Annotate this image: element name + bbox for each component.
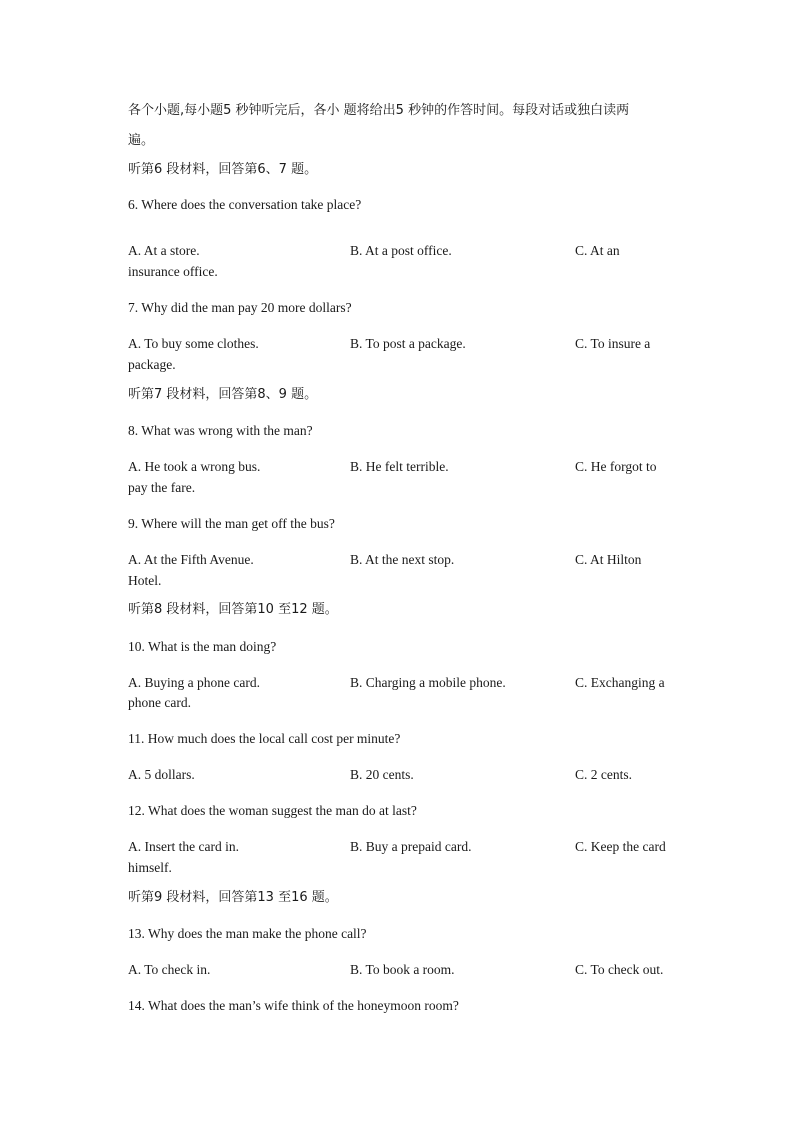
option-c: C. At Hilton	[575, 552, 642, 567]
option-c: C. 2 cents.	[575, 767, 632, 782]
option-a: A. At the Fifth Avenue.	[128, 552, 254, 567]
question-text: 13. Why does the man make the phone call?	[128, 926, 367, 941]
option-c: C. To check out.	[575, 962, 664, 977]
option-b: B. At a post office.	[350, 243, 452, 258]
option-a: A. He took a wrong bus.	[128, 459, 261, 474]
option-continuation: insurance office.	[128, 264, 218, 279]
option-continuation: himself.	[128, 860, 172, 875]
question-text: 14. What does the man’s wife think of the honeymoon room?	[128, 998, 459, 1013]
question-text: 11. How much does the local call cost per minute?	[128, 731, 401, 746]
option-b: B. 20 cents.	[350, 767, 414, 782]
option-a: A. 5 dollars.	[128, 767, 195, 782]
intro-line: 各个小题,每小题5 秒钟听完后，各小 题将给出5 秒钟的作答时间。每段对话或独白读两	[128, 103, 630, 118]
option-b: B. Buy a prepaid card.	[350, 839, 472, 854]
option-b: B. To post a package.	[350, 336, 466, 351]
option-continuation: package.	[128, 357, 176, 372]
question-text: 8. What was wrong with the man?	[128, 423, 313, 438]
option-a: A. Insert the card in.	[128, 839, 239, 854]
question-text: 10. What is the man doing?	[128, 639, 277, 654]
question-text: 12. What does the woman suggest the man do at last?	[128, 803, 417, 818]
option-b: B. At the next stop.	[350, 552, 455, 567]
option-b: B. Charging a mobile phone.	[350, 675, 506, 690]
option-c: C. Keep the card	[575, 839, 666, 854]
option-b: B. He felt terrible.	[350, 459, 449, 474]
option-a: A. At a store.	[128, 243, 200, 258]
section-heading: 听第9 段材料，回答第13 至16 题。	[128, 890, 338, 905]
option-continuation: Hotel.	[128, 573, 162, 588]
option-b: B. To book a room.	[350, 962, 455, 977]
option-c: C. He forgot to	[575, 459, 657, 474]
option-continuation: pay the fare.	[128, 480, 196, 495]
intro-line: 遍。	[128, 133, 155, 148]
section-heading: 听第6 段材料，回答第6、7 题。	[128, 162, 318, 177]
question-text: 9. Where will the man get off the bus?	[128, 516, 335, 531]
option-a: A. To buy some clothes.	[128, 336, 259, 351]
section-heading: 听第8 段材料，回答第10 至12 题。	[128, 602, 338, 617]
option-c: C. Exchanging a	[575, 675, 665, 690]
option-continuation: phone card.	[128, 695, 191, 710]
option-a: A. To check in.	[128, 962, 211, 977]
question-text: 7. Why did the man pay 20 more dollars?	[128, 300, 352, 315]
option-c: C. To insure a	[575, 336, 651, 351]
section-heading: 听第7 段材料，回答第8、9 题。	[128, 387, 318, 402]
option-c: C. At an	[575, 243, 620, 258]
question-text: 6. Where does the conversation take place?	[128, 197, 362, 212]
option-a: A. Buying a phone card.	[128, 675, 260, 690]
